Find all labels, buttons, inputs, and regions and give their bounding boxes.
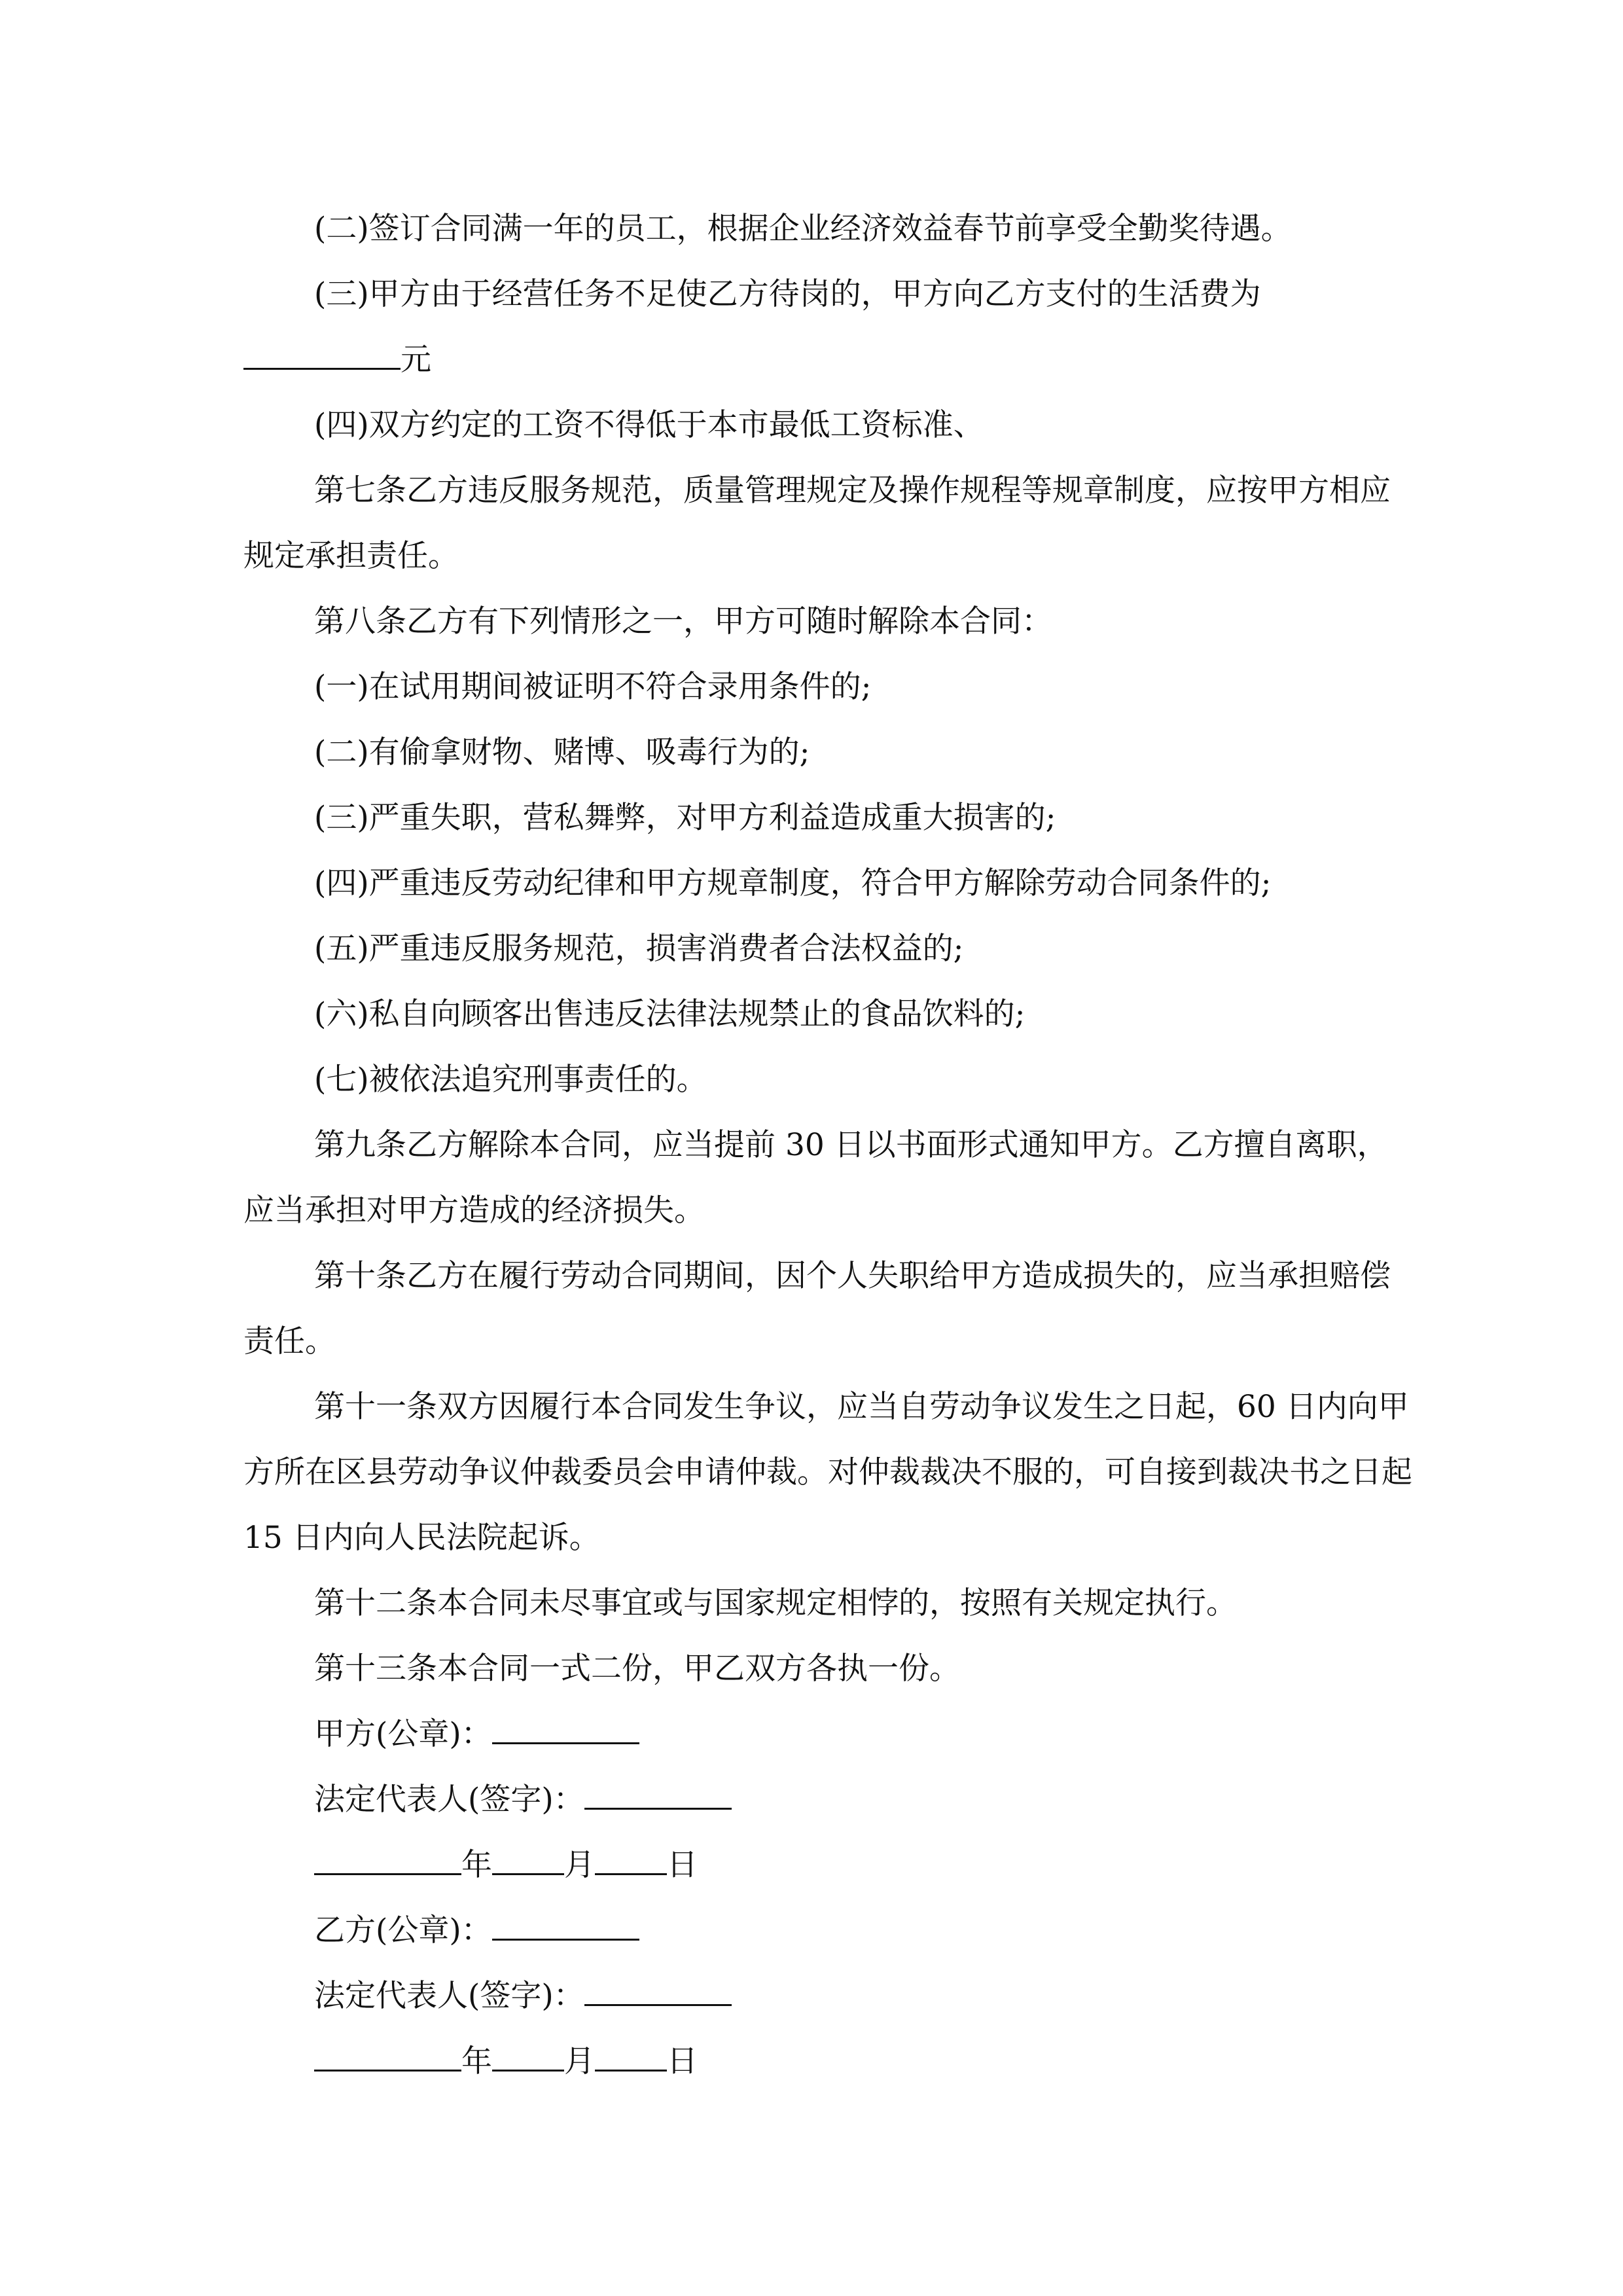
party-a-day-blank [595, 1840, 667, 1875]
party-a-seal-blank [492, 1710, 639, 1744]
party-b-rep-blank [584, 1971, 732, 2006]
party-a-rep-label: 法定代表人(签字)： [314, 1782, 584, 1818]
signature-party-b-rep [243, 1964, 1415, 2029]
article-8: 第八条乙方有下列情形之一，甲方可随时解除本合同： [314, 603, 1052, 639]
article-8-item-6: (六)私自向顾客出售违反法律法规禁止的食品饮料的; [314, 996, 1026, 1032]
signature-party-a-rep [243, 1767, 1415, 1833]
standby-pay-amount-blank [243, 335, 401, 370]
signature-party-a-date [243, 1833, 1415, 1898]
article-8-item-5: (五)严重违反服务规范，损害消费者合法权益的; [314, 931, 964, 967]
party-b-seal-blank [492, 1906, 639, 1941]
paragraph-min-wage: (四)双方约定的工资不得低于本市最低工资标准、 [314, 407, 984, 443]
paragraph-standby-pay: (三)甲方由于经营任务不足使乙方待岗的，甲方向乙方支付的生活费为 [314, 276, 1261, 312]
year-label: 年 [461, 1847, 492, 1883]
article-8-item-2: (二)有偷拿财物、赌博、吸毒行为的; [314, 734, 810, 770]
article-8-item-7: (七)被依法追究刑事责任的。 [314, 1062, 707, 1098]
day-label: 日 [667, 1847, 698, 1883]
document-body [243, 196, 1415, 2094]
party-b-day-blank [595, 2037, 667, 2072]
party-a-month-blank [492, 1840, 564, 1875]
currency-unit: 元 [401, 342, 431, 378]
article-11: 第十一条双方因履行本合同发生争议，应当自劳动争议发生之日起，60 日内向甲方所在区县劳动争议仲裁委员会申请仲裁。对仲裁裁决不服的，可自接到裁决书之日起 15 日内向人民法院起诉。 [243, 1389, 1412, 1556]
article-8-item-1: (一)在试用期间被证明不符合录用条件的; [314, 669, 872, 705]
signature-party-a [243, 1702, 1415, 1767]
paragraph-bonus: (二)签订合同满一年的员工，根据企业经济效益春节前享受全勤奖待遇。 [314, 211, 1292, 247]
day-label: 日 [667, 2043, 698, 2079]
year-label: 年 [461, 2043, 492, 2079]
party-b-rep-label: 法定代表人(签字)： [314, 1978, 584, 2014]
article-13: 第十三条本合同一式二份，甲乙双方各执一份。 [314, 1651, 960, 1687]
article-8-item-3: (三)严重失职，营私舞弊，对甲方利益造成重大损害的; [314, 800, 1056, 836]
article-9: 第九条乙方解除本合同，应当提前 30 日以书面形式通知甲方。乙方擅自离职，应当承担对甲方造成的经济损失。 [243, 1127, 1388, 1229]
signature-party-b-date [243, 2029, 1415, 2094]
month-label: 月 [564, 1847, 595, 1883]
article-7: 第七条乙方违反服务规范，质量管理规定及操作规程等规章制度，应按甲方相应规定承担责任。 [243, 473, 1391, 574]
article-12: 第十二条本合同未尽事宜或与国家规定相悖的，按照有关规定执行。 [314, 1585, 1237, 1621]
party-a-year-blank [314, 1840, 461, 1875]
party-b-label: 乙方(公章)： [314, 1912, 492, 1948]
paragraph-standby-pay-amount [243, 327, 1415, 393]
article-10: 第十条乙方在履行劳动合同期间，因个人失职给甲方造成损失的，应当承担赔偿责任。 [243, 1258, 1391, 1359]
signature-party-b [243, 1898, 1415, 1964]
article-8-item-4: (四)严重违反劳动纪律和甲方规章制度，符合甲方解除劳动合同条件的; [314, 865, 1272, 901]
month-label: 月 [564, 2043, 595, 2079]
party-b-month-blank [492, 2037, 564, 2072]
party-b-year-blank [314, 2037, 461, 2072]
party-a-rep-blank [584, 1775, 732, 1810]
party-a-label: 甲方(公章)： [314, 1716, 492, 1752]
